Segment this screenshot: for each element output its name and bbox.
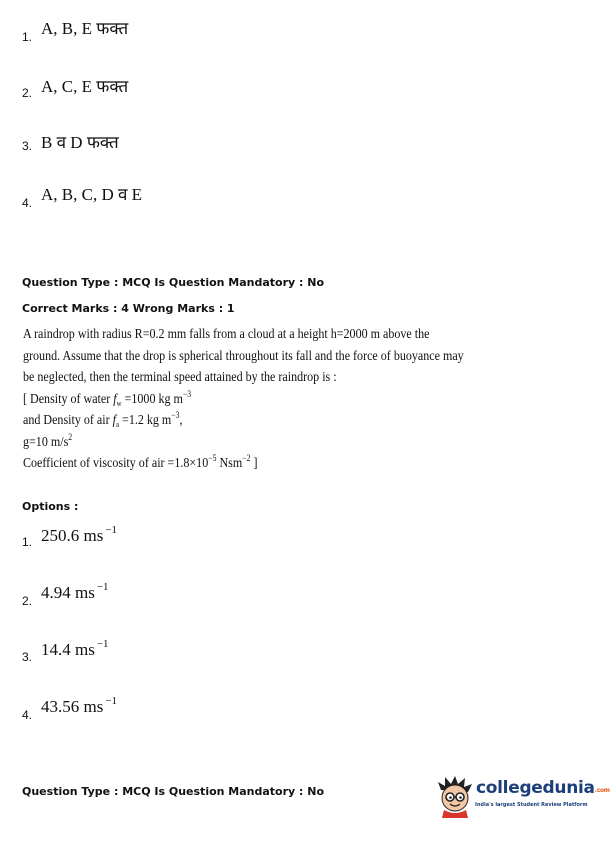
options-label: Options :: [22, 500, 79, 513]
question-line-6: g=10 $m/s^2$: [23, 431, 73, 450]
option-value: 4.94 ms $^{-1}$: [41, 581, 109, 602]
option-number: 1.: [22, 535, 33, 549]
option-value: 43.56 ms $^{-1}$: [41, 695, 118, 716]
option-number: 2.: [22, 594, 33, 608]
option-text: A, B, E फक्त: [41, 19, 129, 38]
option-value: 250.6 ms $^{-1}$: [41, 524, 118, 545]
mascot-icon: [435, 774, 475, 818]
option-text: B व D फक्त: [41, 133, 119, 152]
question-line-1: A raindrop with radius R=0.2 mm falls from a cloud at a height h=2000 m above the: [23, 327, 430, 342]
next-question-type-line: Question Type : MCQ Is Question Mandatory : No: [22, 785, 325, 798]
option-value: 14.4 ms $^{-1}$: [41, 638, 109, 659]
option-number: 3.: [22, 650, 33, 664]
option-number: 2.: [22, 86, 33, 100]
option-number: 4.: [22, 708, 33, 722]
option-text: A, B, C, D व E: [41, 185, 143, 204]
option-number: 1.: [22, 30, 33, 44]
question-text: [23, 324, 464, 475]
question-line-4: [ Density of water $f_w =1000$ kg $m^{-3}$: [23, 388, 192, 408]
question-line-3: be neglected, then the terminal speed attained by the raindrop is :: [23, 370, 337, 385]
question-type-line: Question Type : MCQ Is Question Mandatory : No: [22, 276, 325, 289]
collegedunia-logo: [435, 774, 610, 818]
question-line-2: ground. Assume that the drop is spherical throughout its fall and the force of buoyance may: [23, 348, 464, 364]
option-number: 4.: [22, 196, 33, 210]
option-text: A, C, E फक्त: [41, 77, 129, 96]
logo-tagline: India's largest Student Review Platform: [475, 802, 588, 808]
option-number: 3.: [22, 139, 33, 153]
question-line-5: and Density of air $f_a =1.2$ kg $m^{-3}$,: [23, 410, 183, 429]
question-line-7: Coefficient of viscosity of air $=1.8\times 10^{-5}$ Nsm$^{-2}$ ]: [23, 453, 258, 471]
logo-wordmark: collegedunia.com: [476, 778, 610, 798]
question-marks-line: Correct Marks : 4 Wrong Marks : 1: [22, 302, 235, 315]
